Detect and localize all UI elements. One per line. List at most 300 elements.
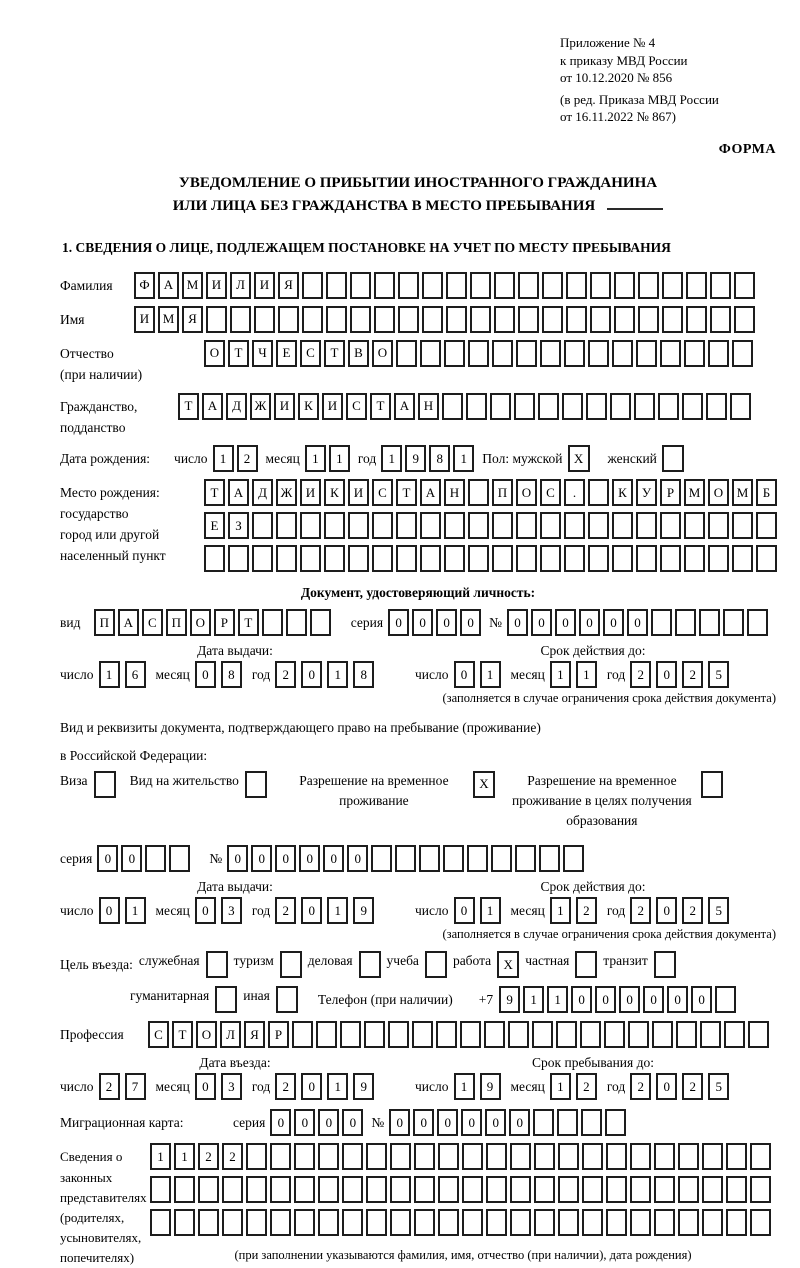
char-cell[interactable] [318,1209,339,1236]
char-cell[interactable] [580,1021,601,1048]
purpose-inaya-checkbox[interactable] [276,986,298,1013]
char-cell[interactable]: 2 [275,1073,296,1100]
char-cell[interactable] [662,306,683,333]
char-cell[interactable]: 0 [251,845,272,872]
char-cell[interactable]: 1 [327,897,348,924]
char-cell[interactable] [542,272,563,299]
char-cell[interactable] [686,306,707,333]
char-cell[interactable] [388,1021,409,1048]
char-cell[interactable] [372,512,393,539]
char-cell[interactable] [310,609,331,636]
char-cell[interactable] [252,512,273,539]
char-cell[interactable]: А [158,272,179,299]
char-cell[interactable]: 1 [550,897,571,924]
visa-checkbox[interactable] [94,771,116,798]
char-cell[interactable] [605,1109,626,1136]
char-cell[interactable] [492,340,513,367]
char-cell[interactable] [494,306,515,333]
char-cell[interactable] [374,272,395,299]
char-cell[interactable]: Ж [250,393,271,420]
char-cell[interactable]: С [148,1021,169,1048]
char-cell[interactable] [590,306,611,333]
char-cell[interactable] [514,393,535,420]
char-cell[interactable]: М [684,479,705,506]
char-cell[interactable] [228,545,249,572]
char-cell[interactable]: Е [276,340,297,367]
char-cell[interactable]: 0 [667,986,688,1013]
char-cell[interactable] [582,1176,603,1203]
char-cell[interactable] [702,1176,723,1203]
char-cell[interactable] [756,512,777,539]
char-cell[interactable]: 0 [270,1109,291,1136]
char-cell[interactable] [422,272,443,299]
char-cell[interactable] [734,306,755,333]
char-cell[interactable] [726,1176,747,1203]
char-cell[interactable] [324,512,345,539]
char-cell[interactable]: Р [214,609,235,636]
char-cell[interactable] [515,845,536,872]
char-cell[interactable]: 0 [301,897,322,924]
char-cell[interactable] [174,1176,195,1203]
char-cell[interactable] [700,1021,721,1048]
char-cell[interactable] [438,1176,459,1203]
char-cell[interactable]: 0 [121,845,142,872]
char-cell[interactable] [270,1143,291,1170]
char-cell[interactable] [169,845,190,872]
char-cell[interactable] [414,1143,435,1170]
char-cell[interactable] [630,1176,651,1203]
char-cell[interactable] [542,306,563,333]
char-cell[interactable] [564,512,585,539]
char-cell[interactable] [292,1021,313,1048]
char-cell[interactable]: Ж [276,479,297,506]
char-cell[interactable]: 1 [381,445,402,472]
char-cell[interactable] [750,1209,771,1236]
char-cell[interactable] [294,1209,315,1236]
char-cell[interactable] [630,1209,651,1236]
temp-residence-edu-checkbox[interactable] [701,771,723,798]
char-cell[interactable] [604,1021,625,1048]
char-cell[interactable]: 0 [347,845,368,872]
char-cell[interactable]: П [492,479,513,506]
char-cell[interactable] [446,272,467,299]
char-cell[interactable] [538,393,559,420]
char-cell[interactable]: М [158,306,179,333]
char-cell[interactable]: Т [324,340,345,367]
char-cell[interactable]: 0 [485,1109,506,1136]
char-cell[interactable] [420,340,441,367]
char-cell[interactable] [636,340,657,367]
char-cell[interactable]: Р [268,1021,289,1048]
char-cell[interactable] [246,1176,267,1203]
purpose-turizm-checkbox[interactable] [280,951,302,978]
char-cell[interactable]: М [732,479,753,506]
char-cell[interactable] [678,1209,699,1236]
char-cell[interactable]: 8 [353,661,374,688]
char-cell[interactable]: 1 [550,1073,571,1100]
purpose-tranzit-checkbox[interactable] [654,951,676,978]
char-cell[interactable]: 1 [150,1143,171,1170]
char-cell[interactable] [510,1209,531,1236]
purpose-delovaya-checkbox[interactable] [359,951,381,978]
char-cell[interactable] [532,1021,553,1048]
char-cell[interactable] [588,479,609,506]
char-cell[interactable]: . [564,479,585,506]
char-cell[interactable] [486,1176,507,1203]
char-cell[interactable]: 1 [550,661,571,688]
char-cell[interactable]: 0 [412,609,433,636]
char-cell[interactable]: 7 [125,1073,146,1100]
char-cell[interactable]: 2 [576,1073,597,1100]
char-cell[interactable]: 1 [213,445,234,472]
char-cell[interactable] [676,1021,697,1048]
char-cell[interactable] [610,393,631,420]
char-cell[interactable] [726,1143,747,1170]
char-cell[interactable] [706,393,727,420]
char-cell[interactable] [588,545,609,572]
char-cell[interactable] [150,1209,171,1236]
char-cell[interactable]: Ч [252,340,273,367]
char-cell[interactable]: 0 [656,897,677,924]
char-cell[interactable] [747,609,768,636]
char-cell[interactable] [732,512,753,539]
sex-female-checkbox[interactable] [662,445,684,472]
char-cell[interactable] [588,512,609,539]
char-cell[interactable]: 2 [682,897,703,924]
char-cell[interactable]: 9 [499,986,520,1013]
char-cell[interactable]: Л [220,1021,241,1048]
char-cell[interactable] [563,845,584,872]
char-cell[interactable] [316,1021,337,1048]
char-cell[interactable]: Т [396,479,417,506]
char-cell[interactable]: 3 [221,897,242,924]
char-cell[interactable]: 2 [576,897,597,924]
char-cell[interactable] [468,512,489,539]
char-cell[interactable] [486,1143,507,1170]
char-cell[interactable] [206,306,227,333]
char-cell[interactable] [462,1143,483,1170]
char-cell[interactable]: Я [278,272,299,299]
char-cell[interactable]: 2 [198,1143,219,1170]
char-cell[interactable] [708,340,729,367]
char-cell[interactable] [318,1176,339,1203]
char-cell[interactable] [558,1176,579,1203]
char-cell[interactable]: 5 [708,897,729,924]
char-cell[interactable] [468,340,489,367]
char-cell[interactable] [302,272,323,299]
char-cell[interactable] [612,340,633,367]
char-cell[interactable]: 0 [461,1109,482,1136]
char-cell[interactable]: 0 [555,609,576,636]
char-cell[interactable]: Т [370,393,391,420]
char-cell[interactable]: 0 [579,609,600,636]
char-cell[interactable]: И [322,393,343,420]
char-cell[interactable] [684,545,705,572]
char-cell[interactable] [582,1143,603,1170]
char-cell[interactable] [518,272,539,299]
char-cell[interactable] [628,1021,649,1048]
char-cell[interactable] [198,1176,219,1203]
char-cell[interactable] [398,272,419,299]
char-cell[interactable] [420,512,441,539]
char-cell[interactable]: 3 [221,1073,242,1100]
char-cell[interactable] [606,1176,627,1203]
char-cell[interactable] [422,306,443,333]
char-cell[interactable] [518,306,539,333]
char-cell[interactable] [486,1209,507,1236]
char-cell[interactable]: В [348,340,369,367]
char-cell[interactable]: П [94,609,115,636]
char-cell[interactable]: 8 [429,445,450,472]
char-cell[interactable] [730,393,751,420]
char-cell[interactable]: 0 [195,661,216,688]
char-cell[interactable] [462,1176,483,1203]
char-cell[interactable]: 9 [405,445,426,472]
char-cell[interactable] [222,1176,243,1203]
char-cell[interactable]: 1 [327,661,348,688]
char-cell[interactable] [366,1143,387,1170]
char-cell[interactable] [348,545,369,572]
char-cell[interactable] [414,1176,435,1203]
char-cell[interactable]: Т [178,393,199,420]
char-cell[interactable] [750,1176,771,1203]
char-cell[interactable]: 0 [603,609,624,636]
char-cell[interactable] [390,1143,411,1170]
char-cell[interactable]: 0 [99,897,120,924]
char-cell[interactable]: 0 [643,986,664,1013]
char-cell[interactable] [614,306,635,333]
char-cell[interactable] [438,1209,459,1236]
char-cell[interactable] [638,272,659,299]
char-cell[interactable]: 2 [630,897,651,924]
char-cell[interactable]: 0 [454,897,475,924]
char-cell[interactable]: А [420,479,441,506]
char-cell[interactable] [756,545,777,572]
char-cell[interactable] [636,545,657,572]
purpose-sluzhebnaya-checkbox[interactable] [206,951,228,978]
char-cell[interactable] [678,1176,699,1203]
char-cell[interactable]: 1 [329,445,350,472]
char-cell[interactable] [342,1176,363,1203]
char-cell[interactable]: Л [230,272,251,299]
char-cell[interactable]: Е [204,512,225,539]
char-cell[interactable]: 5 [708,661,729,688]
char-cell[interactable]: 1 [174,1143,195,1170]
char-cell[interactable] [300,512,321,539]
char-cell[interactable] [660,512,681,539]
char-cell[interactable]: Ф [134,272,155,299]
char-cell[interactable] [588,340,609,367]
char-cell[interactable] [438,1143,459,1170]
char-cell[interactable] [198,1209,219,1236]
char-cell[interactable] [652,1021,673,1048]
char-cell[interactable]: 0 [531,609,552,636]
char-cell[interactable] [204,545,225,572]
char-cell[interactable]: О [516,479,537,506]
char-cell[interactable] [710,306,731,333]
char-cell[interactable] [630,1143,651,1170]
char-cell[interactable] [444,512,465,539]
char-cell[interactable]: И [274,393,295,420]
char-cell[interactable] [294,1176,315,1203]
char-cell[interactable] [606,1209,627,1236]
char-cell[interactable] [278,306,299,333]
char-cell[interactable] [557,1109,578,1136]
char-cell[interactable] [342,1143,363,1170]
char-cell[interactable] [491,845,512,872]
char-cell[interactable] [715,986,736,1013]
char-cell[interactable] [470,272,491,299]
char-cell[interactable]: Я [244,1021,265,1048]
char-cell[interactable]: 0 [195,1073,216,1100]
char-cell[interactable]: С [300,340,321,367]
char-cell[interactable] [468,545,489,572]
char-cell[interactable] [682,393,703,420]
char-cell[interactable] [654,1176,675,1203]
char-cell[interactable]: 2 [682,661,703,688]
char-cell[interactable] [252,545,273,572]
char-cell[interactable]: Т [204,479,225,506]
char-cell[interactable]: 0 [227,845,248,872]
char-cell[interactable] [614,272,635,299]
char-cell[interactable] [606,1143,627,1170]
char-cell[interactable]: И [254,272,275,299]
char-cell[interactable]: 9 [353,897,374,924]
char-cell[interactable]: 1 [576,661,597,688]
char-cell[interactable]: 2 [99,1073,120,1100]
char-cell[interactable]: А [202,393,223,420]
temp-residence-checkbox[interactable]: X [473,771,495,798]
char-cell[interactable]: 0 [195,897,216,924]
char-cell[interactable]: И [134,306,155,333]
char-cell[interactable] [566,306,587,333]
char-cell[interactable] [510,1176,531,1203]
char-cell[interactable]: С [346,393,367,420]
char-cell[interactable]: 2 [275,661,296,688]
char-cell[interactable] [246,1143,267,1170]
char-cell[interactable] [750,1143,771,1170]
char-cell[interactable] [398,306,419,333]
char-cell[interactable]: 2 [630,1073,651,1100]
purpose-chastnaya-checkbox[interactable] [575,951,597,978]
char-cell[interactable]: А [228,479,249,506]
sex-male-checkbox[interactable]: X [568,445,590,472]
char-cell[interactable] [556,1021,577,1048]
char-cell[interactable] [436,1021,457,1048]
char-cell[interactable] [490,393,511,420]
char-cell[interactable] [366,1176,387,1203]
char-cell[interactable]: С [540,479,561,506]
char-cell[interactable] [508,1021,529,1048]
char-cell[interactable] [566,272,587,299]
char-cell[interactable] [660,545,681,572]
char-cell[interactable]: О [708,479,729,506]
char-cell[interactable] [372,545,393,572]
char-cell[interactable] [396,545,417,572]
char-cell[interactable]: 0 [437,1109,458,1136]
char-cell[interactable]: 2 [222,1143,243,1170]
char-cell[interactable] [678,1143,699,1170]
char-cell[interactable] [444,340,465,367]
char-cell[interactable] [702,1143,723,1170]
char-cell[interactable] [470,306,491,333]
char-cell[interactable] [460,1021,481,1048]
char-cell[interactable] [724,1021,745,1048]
char-cell[interactable] [246,1209,267,1236]
purpose-rabota-checkbox[interactable]: X [497,951,519,978]
char-cell[interactable]: Н [418,393,439,420]
char-cell[interactable]: О [190,609,211,636]
char-cell[interactable]: 0 [294,1109,315,1136]
char-cell[interactable] [638,306,659,333]
char-cell[interactable] [342,1209,363,1236]
char-cell[interactable]: У [636,479,657,506]
char-cell[interactable] [581,1109,602,1136]
char-cell[interactable]: 9 [480,1073,501,1100]
char-cell[interactable]: 0 [301,1073,322,1100]
char-cell[interactable] [340,1021,361,1048]
char-cell[interactable] [350,306,371,333]
char-cell[interactable] [734,272,755,299]
char-cell[interactable] [444,545,465,572]
char-cell[interactable] [732,340,753,367]
char-cell[interactable] [396,340,417,367]
char-cell[interactable] [634,393,655,420]
char-cell[interactable] [276,512,297,539]
char-cell[interactable] [516,545,537,572]
char-cell[interactable]: Я [182,306,203,333]
char-cell[interactable]: 0 [436,609,457,636]
char-cell[interactable]: П [166,609,187,636]
char-cell[interactable] [326,272,347,299]
char-cell[interactable] [442,393,463,420]
char-cell[interactable] [660,340,681,367]
purpose-ucheba-checkbox[interactable] [425,951,447,978]
char-cell[interactable]: 0 [507,609,528,636]
char-cell[interactable]: 0 [275,845,296,872]
char-cell[interactable] [562,393,583,420]
char-cell[interactable] [419,845,440,872]
char-cell[interactable]: 1 [99,661,120,688]
char-cell[interactable] [558,1143,579,1170]
char-cell[interactable] [326,306,347,333]
char-cell[interactable]: 2 [275,897,296,924]
char-cell[interactable]: 1 [454,1073,475,1100]
char-cell[interactable] [686,272,707,299]
char-cell[interactable]: Т [238,609,259,636]
char-cell[interactable] [466,393,487,420]
char-cell[interactable] [636,512,657,539]
char-cell[interactable] [708,545,729,572]
char-cell[interactable]: 1 [327,1073,348,1100]
char-cell[interactable]: 0 [97,845,118,872]
char-cell[interactable] [534,1176,555,1203]
char-cell[interactable]: 0 [656,1073,677,1100]
char-cell[interactable] [534,1209,555,1236]
char-cell[interactable]: 1 [547,986,568,1013]
char-cell[interactable]: С [142,609,163,636]
char-cell[interactable]: И [206,272,227,299]
char-cell[interactable]: Б [756,479,777,506]
char-cell[interactable] [586,393,607,420]
char-cell[interactable] [396,512,417,539]
char-cell[interactable]: Р [660,479,681,506]
char-cell[interactable] [494,272,515,299]
char-cell[interactable] [582,1209,603,1236]
char-cell[interactable] [662,272,683,299]
char-cell[interactable]: 0 [323,845,344,872]
char-cell[interactable] [348,512,369,539]
